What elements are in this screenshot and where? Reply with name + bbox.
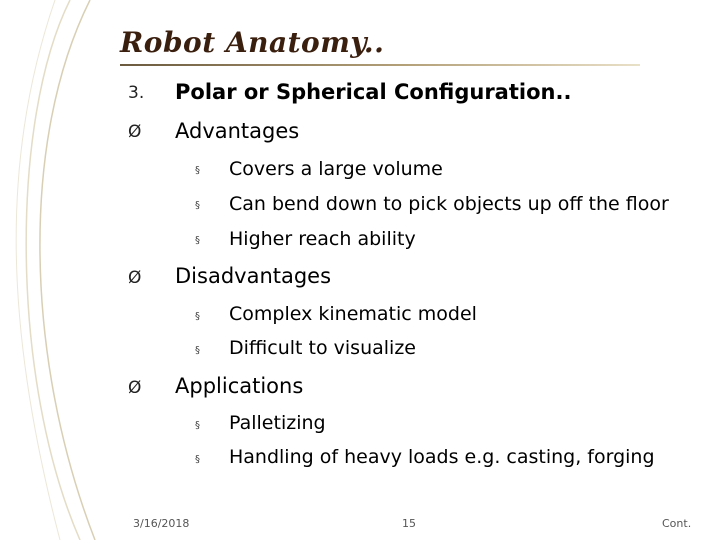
slide-title: Robot Anatomy..: [120, 26, 385, 59]
section-bullet-icon: §: [195, 311, 200, 322]
footer-continued: Cont.: [662, 517, 692, 530]
list-item: Palletizing: [229, 412, 326, 434]
arrow-bullet-icon: Ø: [128, 378, 142, 398]
list-item: Can bend down to pick objects up off the floor: [229, 193, 669, 215]
heading-applications: Applications: [175, 374, 304, 398]
section-bullet-icon: §: [195, 235, 200, 246]
decorative-curves: [0, 0, 110, 540]
arrow-bullet-icon: Ø: [128, 122, 142, 142]
section-bullet-icon: §: [195, 200, 200, 211]
arrow-bullet-icon: Ø: [128, 268, 142, 288]
list-item: Covers a large volume: [229, 158, 443, 180]
list-item: Higher reach ability: [229, 228, 416, 250]
section-bullet-icon: §: [195, 454, 200, 465]
section-bullet-icon: §: [195, 420, 200, 431]
section-bullet-icon: §: [195, 165, 200, 176]
footer-date: 3/16/2018: [133, 517, 190, 530]
footer-page-number: 15: [402, 517, 416, 530]
heading-disadvantages: Disadvantages: [175, 264, 332, 288]
list-item: Difficult to visualize: [229, 337, 416, 359]
list-number: 3.: [128, 83, 145, 103]
list-item: Handling of heavy loads e.g. casting, forging: [229, 446, 655, 468]
list-item: Complex kinematic model: [229, 303, 477, 325]
section-bullet-icon: §: [195, 345, 200, 356]
title-underline: [120, 64, 640, 66]
heading-polar-configuration: Polar or Spherical Configuration..: [175, 80, 572, 104]
heading-advantages: Advantages: [175, 119, 300, 143]
